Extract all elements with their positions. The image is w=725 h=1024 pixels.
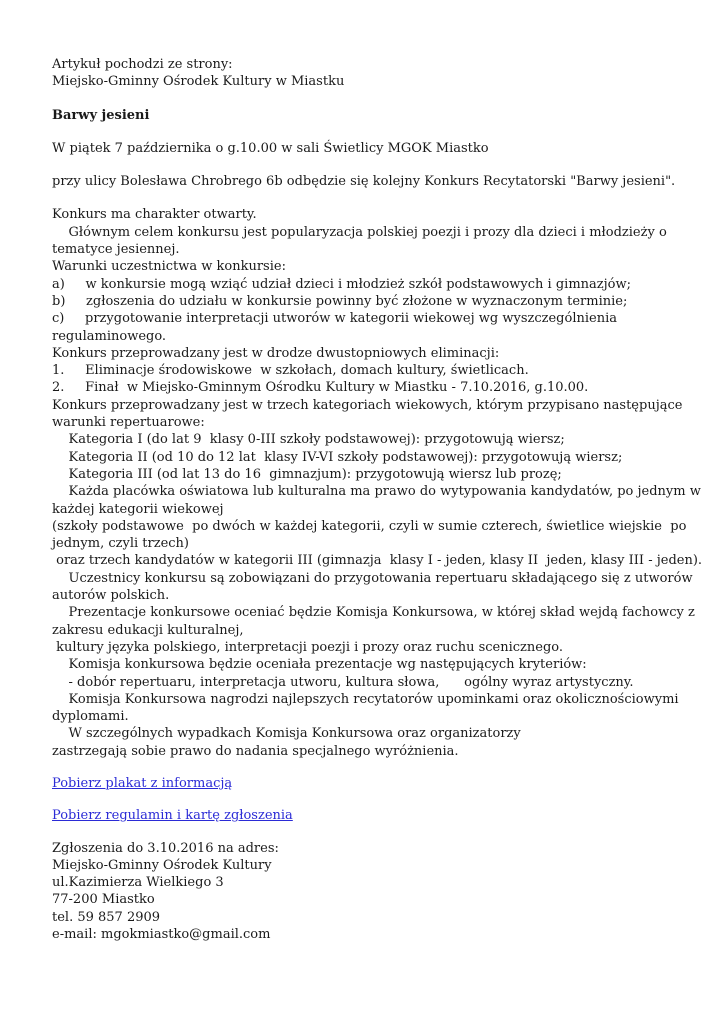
body-line: Konkurs ma charakter otwarty.: [52, 207, 257, 223]
body-line: Każda placówka oświatowa lub kulturalna ma prawo do wytypowania kandydatów, po jednym w: [52, 484, 701, 500]
download-rules-link[interactable]: Pobierz regulamin i kartę zgłoszenia: [52, 808, 293, 824]
article-intro-location: przy ulicy Bolesława Chrobrego 6b odbędzie się kolejny Konkurs Recytatorski "Barwy jesieni".: [52, 174, 676, 190]
body-line: każdej kategorii wiekowej: [52, 501, 224, 517]
body-line: 1. Eliminacje środowiskowe w szkołach, domach kultury, świetlicach.: [52, 363, 529, 379]
body-line: a) w konkursie mogą wziąć udział dzieci i młodzież szkół podstawowych i gimnazjów;: [52, 276, 631, 292]
body-line: Warunki uczestnictwa w konkursie:: [52, 259, 286, 275]
article-intro-date: W piątek 7 października o g.10.00 w sali Świetlicy MGOK Miastko: [52, 140, 489, 156]
body-line: zakresu edukacji kulturalnej,: [52, 622, 244, 638]
body-line: Kategoria I (do lat 9 klasy 0-III szkoły podstawowej): przygotowują wiersz;: [52, 432, 565, 448]
body-line: autorów polskich.: [52, 588, 170, 604]
body-line: Komisja konkursowa będzie oceniała prezentacje wg następujących kryteriów:: [52, 657, 587, 673]
body-line: Kategoria II (od 10 do 12 lat klasy IV-VI szkoły podstawowej): przygotowują wiersz;: [52, 449, 623, 465]
body-line: Komisja Konkursowa nagrodzi najlepszych recytatorów upominkami oraz okolicznościowymi: [52, 691, 679, 707]
contact-organization: Miejsko-Gminny Ośrodek Kultury: [52, 857, 272, 873]
body-line: Głównym celem konkursu jest popularyzacja polskiej poezji i prozy dla dzieci i młodzieży o: [52, 224, 667, 240]
body-line: 2. Finał w Miejsko-Gminnym Ośrodku Kultury w Miastku - 7.10.2016, g.10.00.: [52, 380, 589, 396]
contact-deadline: Zgłoszenia do 3.10.2016 na adres:: [52, 840, 279, 856]
body-line: regulaminowego.: [52, 328, 167, 344]
body-line: (szkoły podstawowe po dwóch w każdej kategorii, czyli w sumie czterech, świetlice wiejskie po: [52, 518, 687, 534]
article-title: Barwy jesieni: [52, 107, 150, 123]
body-line: Prezentacje konkursowe oceniać będzie Komisja Konkursowa, w której skład wejdą fachowcy z: [52, 605, 695, 621]
body-line: b) zgłoszenia do udziału w konkursie powinny być złożone w wyznaczonym terminie;: [52, 293, 628, 309]
download-poster-link[interactable]: Pobierz plakat z informacją: [52, 775, 233, 791]
body-line: oraz trzech kandydatów w kategorii III (gimnazja klasy I - jeden, klasy II jeden, klasy III - jeden).: [52, 553, 703, 569]
document-page: [52, 56, 703, 943]
contact-city: 77-200 Miastko: [52, 892, 155, 908]
body-line: c) przygotowanie interpretacji utworów w kategorii wiekowej wg wyszczególnienia: [52, 311, 617, 327]
body-line: Uczestnicy konkursu są zobowiązani do przygotowania repertuaru składającego się z utworów: [52, 570, 693, 586]
contact-street: ul.Kazimierza Wielkiego 3: [52, 875, 224, 891]
contact-phone: tel. 59 857 2909: [52, 909, 161, 925]
body-line: - dobór repertuaru, interpretacja utworu, kultura słowa, ogólny wyraz artystyczny.: [52, 674, 634, 690]
source-label: Artykuł pochodzi ze strony:: [52, 57, 233, 72]
contact-block: [52, 840, 672, 944]
body-line: tematyce jesiennej.: [52, 242, 180, 258]
body-line: dyplomami.: [52, 709, 129, 725]
article-body: [52, 206, 703, 760]
body-line: W szczególnych wypadkach Komisja Konkursowa oraz organizatorzy: [52, 726, 521, 742]
body-line: Kategoria III (od lat 13 do 16 gimnazjum): przygotowują wiersz lub prozę;: [52, 466, 562, 482]
contact-email: e-mail: mgokmiastko@gmail.com: [52, 927, 271, 943]
body-line: Konkurs przeprowadzany jest w drodze dwustopniowych eliminacji:: [52, 345, 500, 361]
source-site-name: Miejsko-Gminny Ośrodek Kultury w Miastku: [52, 74, 345, 90]
body-line: kultury języka polskiego, interpretacji poezji i prozy oraz ruchu scenicznego.: [52, 639, 564, 655]
body-line: zastrzegają sobie prawo do nadania specjalnego wyróżnienia.: [52, 743, 459, 759]
body-line: Konkurs przeprowadzany jest w trzech kategoriach wiekowych, którym przypisano następujące: [52, 397, 683, 413]
body-line: warunki repertuarowe:: [52, 415, 205, 431]
body-line: jednym, czyli trzech): [52, 536, 189, 552]
